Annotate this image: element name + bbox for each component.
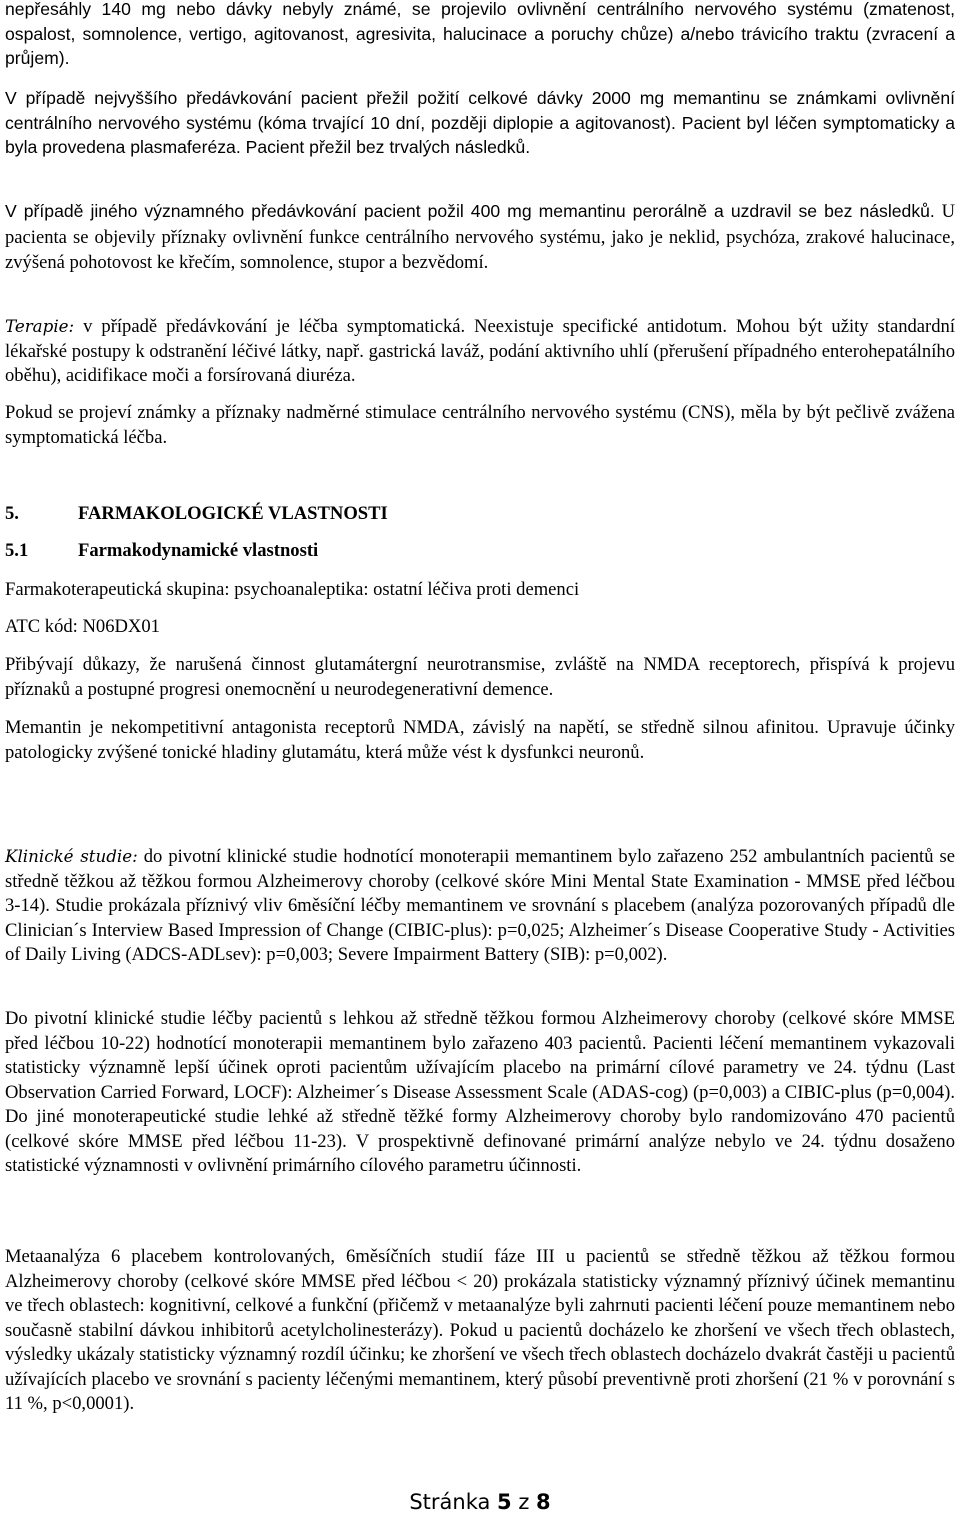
section-5-heading (5, 502, 388, 527)
paragraph-cns-stimulation: Pokud se projeví známky a příznaky nadměrné stimulace centrálního nervového systému (CNS), měla by být pečlivě zvážena symptomatická léčba. (5, 402, 955, 448)
section-5-1-heading (5, 539, 318, 564)
paragraph-mild-moderate-study: Do pivotní klinické studie léčby pacientů s lehkou až středně těžkou formou Alzheimerovy choroby (celkové skóre MMSE před léčbou 10-22) hodnotící monoterapii memantinem bylo zařazeno 403 pacientů. Pacienti léčení memantinem vykazovali statisticky významně lepší účinek oproti pacientům užívajícím placebo na primární cílové parametry ve 24. týdnu (Last Observation Carried Forward, LOCF): Alzheimer´s Disease Assessment Scale (ADAS-cog) (p=0,003) a CIBIC-plus (p=0,004). Do jiné monoterapeutické studie lehké až středně těžké formy Alzheimerovy choroby bylo randomizováno 470 pacientů (celkové skóre MMSE před léčbou 11-23). V prospektivně definované primární analýze nebylo ve 24. týdnu dosaženo statistické významnosti v ovlivnění primárního cílového parametru účinnosti. (5, 1008, 955, 1176)
section-5-title: FARMAKOLOGICKÉ VLASTNOSTI (78, 503, 388, 524)
paragraph-overdose-400mg (5, 199, 955, 276)
footer-middle: z (511, 1490, 537, 1514)
overdose-400mg-sentence: V případě jiného významného předávkování pacient požil 400 mg memantinu perorálně a uzdravil se bez následků. (5, 201, 935, 221)
paragraph-meta-analysis: Metaanalýza 6 placebem kontrolovaných, 6měsíčních studií fáze III u pacientů se středně těžkou až těžkou formou Alzheimerovy choroby (celkové skóre MMSE před léčbou < 20) prokázala statisticky významný příznivý účinek memantinu ve třech oblastech: kognitivní, celkové a funkční (přičemž v metaanalýze byli zahrnuti pacienti léčení pouze memantinem nebo současně stabilní dávkou inhibitorů acetylcholinesterázy). Pokud u pacientů docházelo ke zhoršení ve všech třech oblastech, výsledky ukázaly statisticky významný rozdíl účinku; ke zhoršení ve všech třech oblastech docházelo dvakrát častěji u pacientů užívajících placebo ve srovnání s pacienty léčenými memantinem, který působí preventivně proti zhoršení (21 % v porovnání s 11 %, p<0,0001). (5, 1246, 956, 1414)
therapy-label: Terapie: (5, 316, 75, 336)
paragraph-glutamate-evidence: Přibývají důkazy, že narušená činnost glutamátergní neurotransmise, zvláště na NMDA receptorech, přispívá k projevu příznaků a postupné progresi onemocnění u neurodegenerativní demence. (5, 654, 955, 700)
footer-current-page: 5 (497, 1490, 512, 1514)
paragraph-overdose-2000mg: V případě nejvyššího předávkování pacient přežil požití celkové dávky 2000 mg memantinu se známkami ovlivnění centrálního nervového systému (kóma trvající 10 dní, později diplopie a agitovanost). Pacient byl léčen symptomaticky a byla provedena plasmaferéza. Pacient přežil bez trvalých následků. (5, 88, 955, 157)
section-5-1-number: 5.1 (5, 540, 29, 561)
paragraph-overdose-symptoms: nepřesáhly 140 mg nebo dávky nebyly známé, se projevilo ovlivnění centrálního nervového systému (zmatenost, ospalost, somnolence, vertigo, agitovanost, agresivita, halucinace a poruchy chůze) a/nebo trávicího traktu (zvracení a průjem). (5, 0, 955, 68)
footer-total-pages: 8 (536, 1490, 551, 1514)
section-5-number: 5. (5, 503, 19, 524)
paragraph-clinical-studies (5, 844, 955, 968)
section-5-1-title: Farmakodynamické vlastnosti (78, 540, 319, 561)
footer-prefix: Stránka (409, 1490, 498, 1514)
paragraph-therapy (5, 314, 955, 389)
pharmacotherapeutic-group: Farmakoterapeutická skupina: psychoanaleptika: ostatní léčiva proti demenci (5, 579, 580, 600)
paragraph-memantine-mechanism: Memantin je nekompetitivní antagonista receptorů NMDA, závislý na napětí, se středně silnou afinitou. Upravuje účinky patologicky zvýšené tonické hladiny glutamátu, která může vést k dysfunkci neuronů. (5, 717, 955, 763)
clinical-studies-text: do pivotní klinické studie hodnotící monoterapii memantinem bylo zařazeno 252 ambulantních pacientů se středně těžkou až těžkou formou Alzheimerovy choroby (celkové skóre Mini Mental State Examination - MMSE před léčbou 3-14). Studie prokázala příznivý vliv 6měsíční léčby memantinem ve srovnání s placebem (analýza pozorovaných případů dle Clinician´s Interview Based Impression of Change (CIBIC-plus): p=0,025; Alzheimer´s Disease Cooperative Study - Activities of Daily Living (ADCS-ADLsev): p=0,003; Severe Impairment Battery (SIB): p=0,002). (5, 846, 956, 965)
page-footer (0, 1488, 960, 1516)
overdose-400mg-symptoms: U pacienta se objevily příznaky ovlivnění funkce centrálního nervového systému, jako je neklid, psychóza, zrakové halucinace, zvýšená pohotovost ke křečím, somnolence, stupor a bezvědomí. (5, 201, 956, 273)
clinical-studies-label: Klinické studie: (5, 846, 138, 866)
atc-code: ATC kód: N06DX01 (5, 616, 160, 637)
therapy-text: v případě předávkování je léčba symptomatická. Neexistuje specifické antidotum. Mohou být užity standardní lékařské postupy k odstranění léčivé látky, např. gastrická laváž, podání aktivního uhlí (přerušení případného enterohepatálního oběhu), acidifikace moči a forsírovaná diuréza. (5, 316, 955, 386)
